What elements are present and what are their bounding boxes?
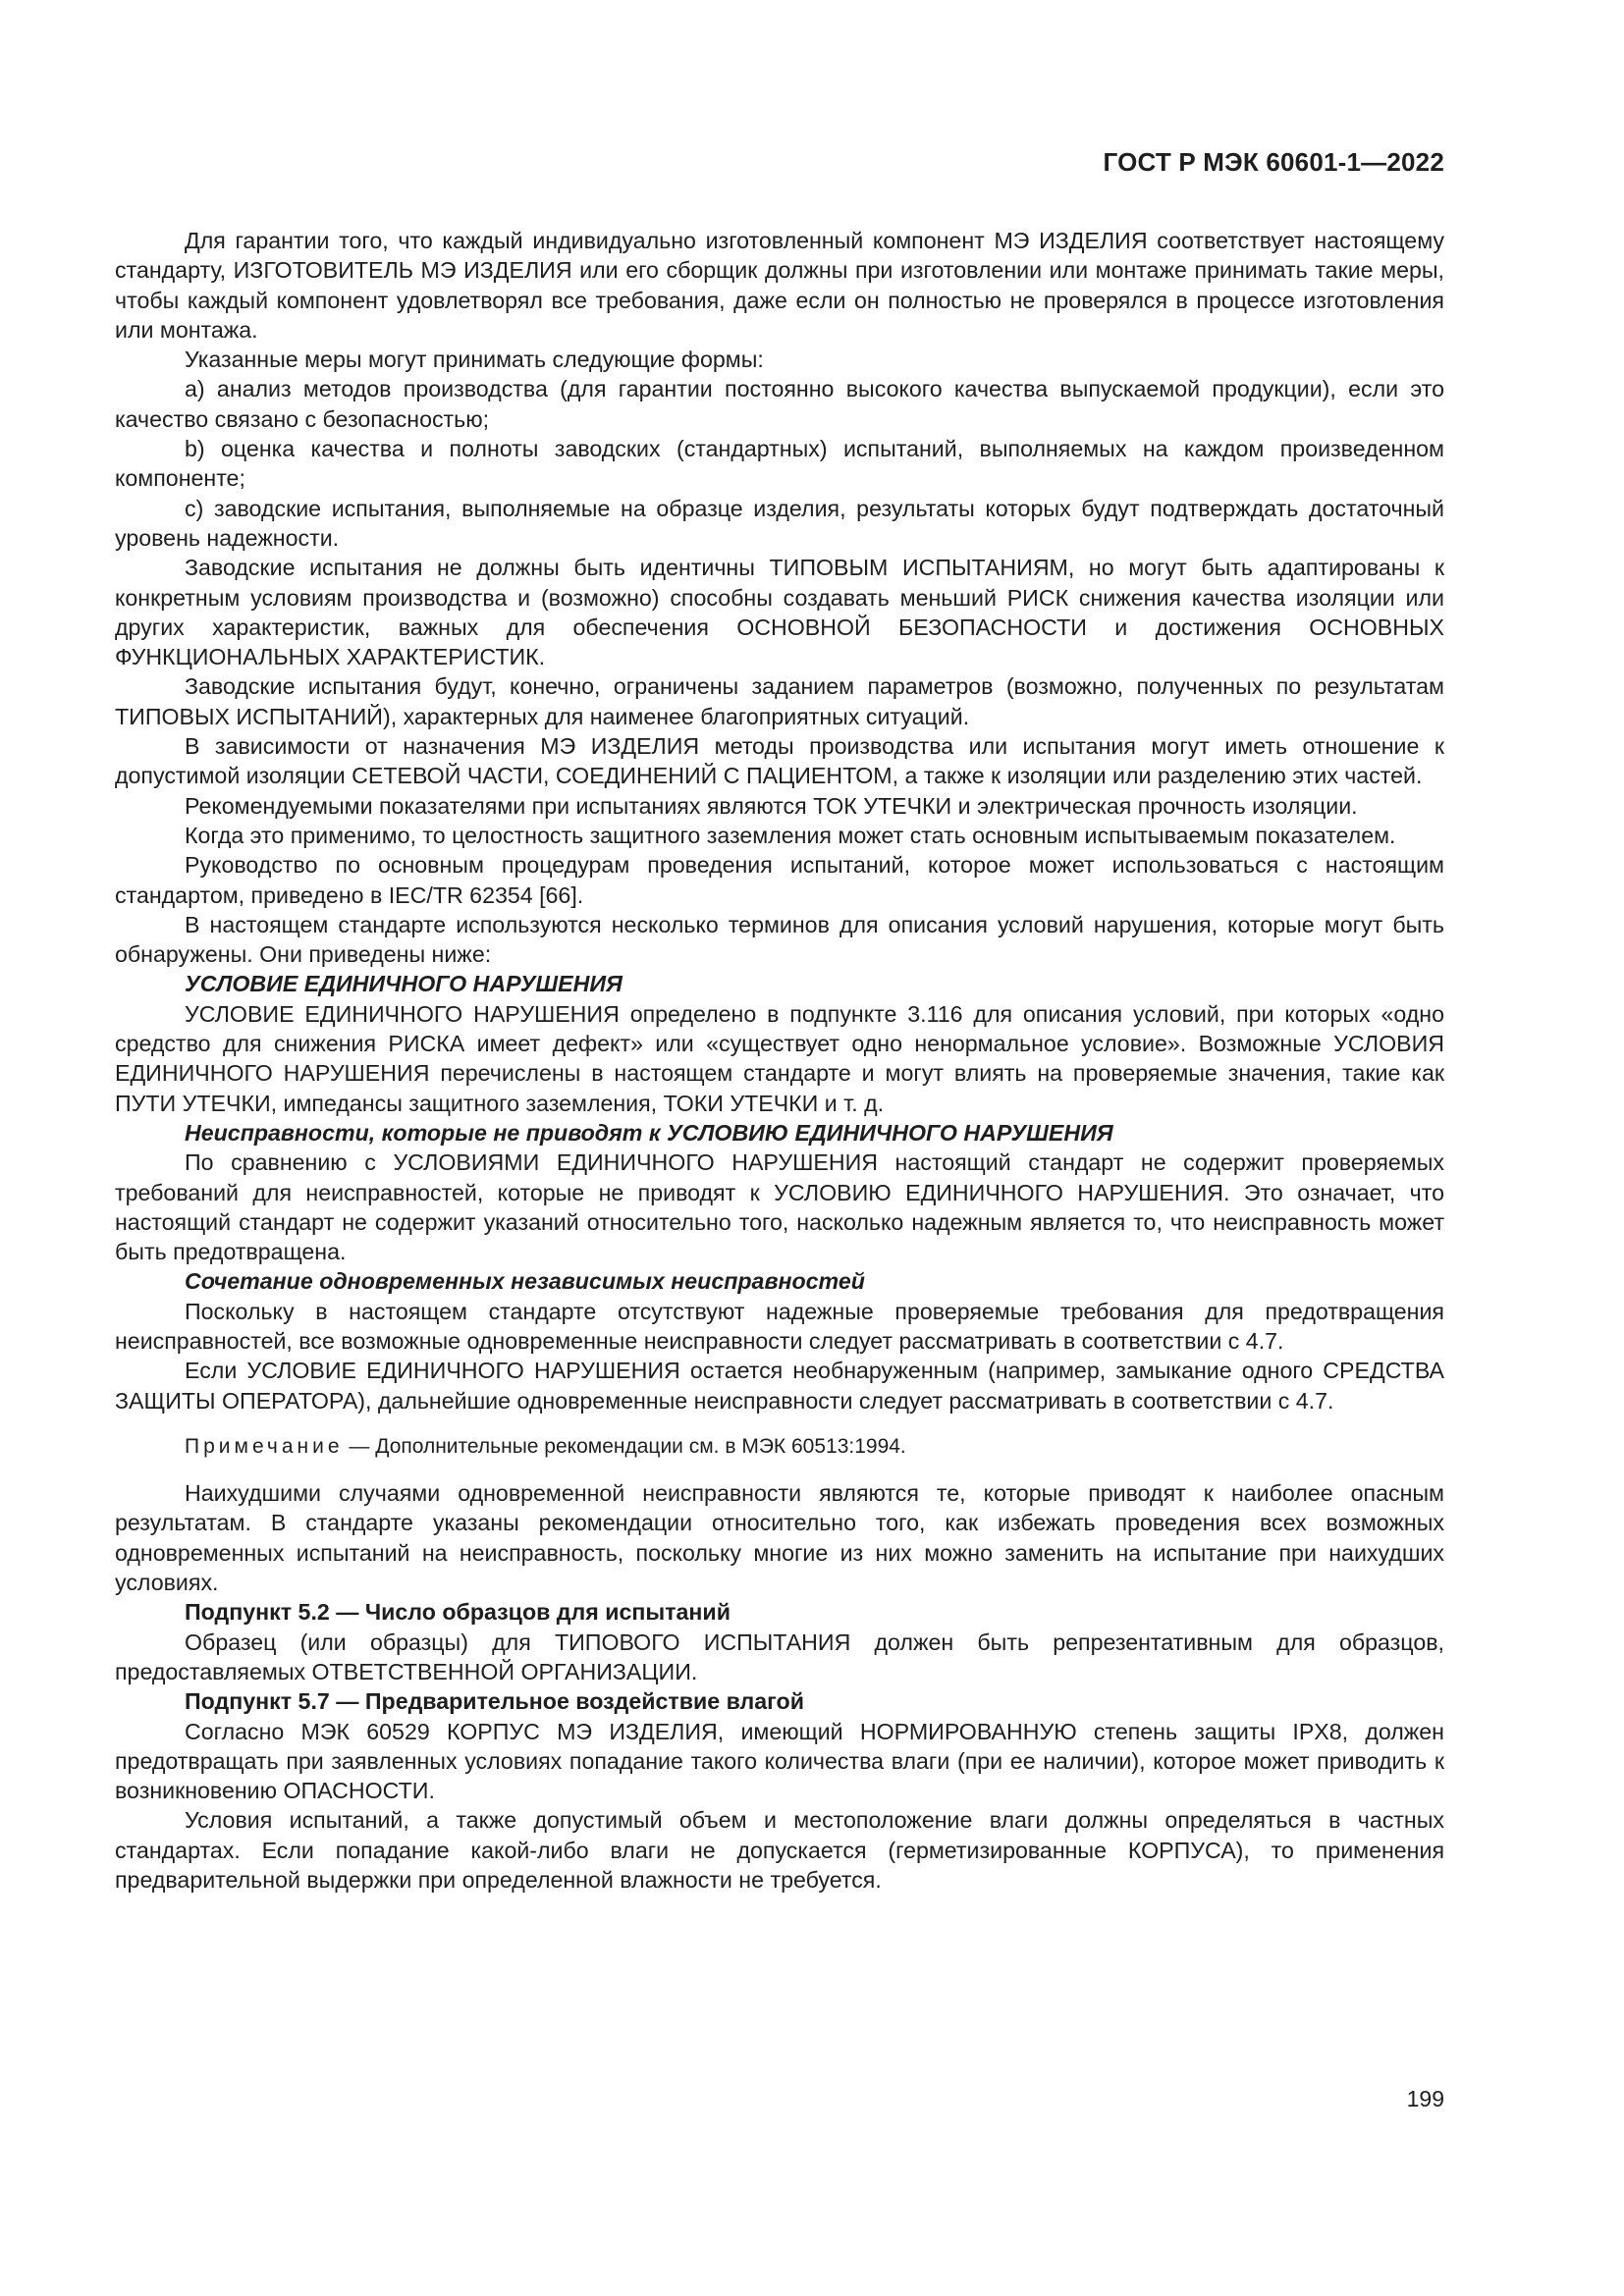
list-item: b) оценка качества и полноты заводских (стандартных) испытаний, выполняемых на каждом произведенном компоненте; bbox=[115, 436, 1444, 492]
paragraph: УСЛОВИЕ ЕДИНИЧНОГО НАРУШЕНИЯ определено в подпункте 3.116 для описания условий, при которых «одно средство для снижения РИСКА имеет дефект» или «существует одно ненормальное условие». Возможные УСЛОВИЯ ЕДИНИЧНОГО НАРУШЕНИЯ перечислены в настоящем стандарте и могут влиять на проверяемые значения, такие как ПУТИ УТЕЧКИ, импедансы защитного заземления, ТОКИ УТЕЧКИ и т. д. bbox=[115, 1000, 1444, 1116]
subclause-heading: Подпункт 5.7 — Предварительное воздействие влагой bbox=[185, 1688, 804, 1715]
section-heading: УСЛОВИЕ ЕДИНИЧНОГО НАРУШЕНИЯ bbox=[185, 971, 623, 997]
paragraph: По сравнению с УСЛОВИЯМИ ЕДИНИЧНОГО НАРУШЕНИЯ настоящий стандарт не содержит проверяемых требований для неисправностей, которые не приводят к УСЛОВИЮ ЕДИНИЧНОГО НАРУШЕНИЯ. Это означает, что настоящий стандарт не содержит указаний относительно того, насколько надежным является то, что неисправность может быть предотвращена. bbox=[115, 1149, 1444, 1265]
paragraph: Указанные меры могут принимать следующие формы: bbox=[185, 347, 764, 373]
section-heading: Сочетание одновременных независимых неисправностей bbox=[185, 1268, 865, 1295]
paragraph: Для гарантии того, что каждый индивидуально изготовленный компонент МЭ ИЗДЕЛИЯ соответствует настоящему стандарту, ИЗГОТОВИТЕЛЬ МЭ ИЗДЕЛИЯ или его сборщик должны при изготовлении или монтаже принимать такие меры, чтобы каждый компонент удовлетворял все требования, даже если он полностью не проверялся в процессе изготовления или монтажа. bbox=[115, 228, 1444, 343]
note-label: Примечание bbox=[185, 1434, 344, 1458]
paragraph: Наихудшими случаями одновременной неисправности являются те, которые приводят к наиболее опасным результатам. В стандарте указаны рекомендации относительно того, как избежать проведения всех возможных одновременных испытаний на неисправность, поскольку многие из них можно заменить на испытание при наихудших условиях. bbox=[115, 1480, 1444, 1596]
page-header-doc-code: ГОСТ Р МЭК 60601-1—2022 bbox=[1103, 147, 1444, 177]
paragraph: Заводские испытания будут, конечно, ограничены заданием параметров (возможно, полученных по результатам ТИПОВЫХ ИСПЫТАНИЙ), характерных для наименее благоприятных ситуаций. bbox=[115, 673, 1444, 729]
document-page bbox=[115, 0, 1444, 2296]
paragraph: В настоящем стандарте используются несколько терминов для описания условий нарушения, которые могут быть обнаружены. Они приведены ниже: bbox=[115, 911, 1444, 968]
note bbox=[115, 1432, 1444, 1462]
page-number: 199 bbox=[1406, 2086, 1444, 2111]
paragraph: Рекомендуемыми показателями при испытаниях являются ТОК УТЕЧКИ и электрическая прочность изоляции. bbox=[185, 792, 1358, 819]
paragraph: Когда это применимо, то целостность защитного заземления может стать основным испытываемым показателем. bbox=[185, 822, 1396, 848]
paragraph: Образец (или образцы) для ТИПОВОГО ИСПЫТАНИЯ должен быть репрезентативным для образцов, предоставляемых ОТВЕТСТВЕННОЙ ОРГАНИЗАЦИИ. bbox=[115, 1629, 1444, 1684]
section-heading: Неисправности, которые не приводят к УСЛОВИЮ ЕДИНИЧНОГО НАРУШЕНИЯ bbox=[185, 1119, 1113, 1146]
paragraph: Поскольку в настоящем стандарте отсутствуют надежные проверяемые требования для предотвращения неисправностей, все возможные одновременные неисправности следует рассматривать в соответствии с 4.7. bbox=[115, 1298, 1444, 1354]
paragraph: Руководство по основным процедурам проведения испытаний, которое может использоваться с настоящим стандартом, приведено в IEC/TR 62354 [66]. bbox=[115, 852, 1444, 908]
note-text: — Дополнительные рекомендации см. в МЭК 60513:1994. bbox=[343, 1434, 906, 1458]
list-item: c) заводские испытания, выполняемые на образце изделия, результаты которых будут подтверждать достаточный уровень надежности. bbox=[115, 495, 1444, 551]
paragraph: Заводские испытания не должны быть идентичны ТИПОВЫМ ИСПЫТАНИЯМ, но могут быть адаптированы к конкретным условиям производства и (возможно) способны создавать меньший РИСК снижения качества изоляции или других характеристик, важных для обеспечения ОСНОВНОЙ БЕЗОПАСНОСТИ и достижения ОСНОВНЫХ ФУНКЦИОНАЛЬНЫХ ХАРАКТЕРИСТИК. bbox=[115, 555, 1444, 670]
paragraph: Условия испытаний, а также допустимый объем и местоположение влаги должны определяться в частных стандартах. Если попадание какой-либо влаги не допускается (герметизированные КОРПУСА), то применения предварительной выдержки при определенной влажности не требуется. bbox=[115, 1807, 1444, 1894]
paragraph: Согласно МЭК 60529 КОРПУС МЭ ИЗДЕЛИЯ, имеющий НОРМИРОВАННУЮ степень защиты IPX8, должен предотвращать при заявленных условиях попадание такого количества влаги (при ее наличии), которое может приводить к возникновению ОПАСНОСТИ. bbox=[115, 1718, 1444, 1804]
paragraph: Если УСЛОВИЕ ЕДИНИЧНОГО НАРУШЕНИЯ остается необнаруженным (например, замыкание одного СРЕДСТВА ЗАЩИТЫ ОПЕРАТОРА), дальнейшие одновременные неисправности следует рассматривать в соответствии с 4.7. bbox=[115, 1358, 1444, 1414]
document-body bbox=[115, 226, 1444, 1895]
list-item: а) анализ методов производства (для гарантии постоянно высокого качества выпускаемой продукции), если это качество связано с безопасностью; bbox=[115, 376, 1444, 432]
subclause-heading: Подпункт 5.2 — Число образцов для испытаний bbox=[185, 1599, 731, 1626]
paragraph: В зависимости от назначения МЭ ИЗДЕЛИЯ методы производства или испытания могут иметь отношение к допустимой изоляции СЕТЕВОЙ ЧАСТИ, СОЕДИНЕНИЙ С ПАЦИЕНТОМ, а также к изоляции или разделению этих частей. bbox=[115, 733, 1444, 789]
